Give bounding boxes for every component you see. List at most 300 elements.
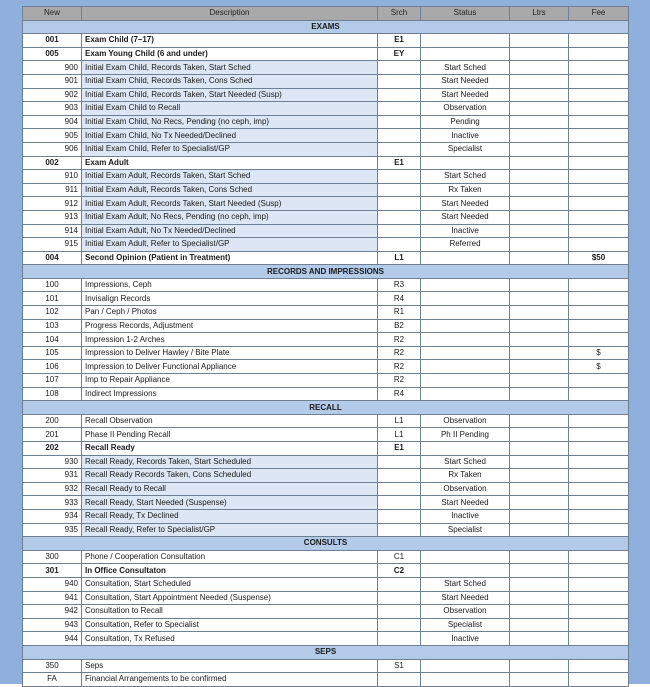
fee-cell [569, 387, 629, 401]
code-cell: 904 [23, 115, 82, 129]
description-cell: In Office Consultaton [82, 564, 378, 578]
table-row[interactable] [23, 319, 629, 333]
status-cell [421, 387, 510, 401]
description-cell: Impression to Deliver Hawley / Bite Plate [82, 346, 378, 360]
fee-cell [569, 306, 629, 320]
fee-cell [569, 102, 629, 116]
code-cell: 201 [23, 428, 82, 442]
ltrs-cell [510, 496, 569, 510]
ltrs-cell [510, 428, 569, 442]
code-cell: 930 [23, 455, 82, 469]
table-row[interactable] [23, 61, 629, 75]
description-cell: Initial Exam Child, Refer to Specialist/GP [82, 142, 378, 156]
fee-cell [569, 591, 629, 605]
code-cell: 941 [23, 591, 82, 605]
section-title: SEPS [23, 645, 629, 659]
status-cell: Specialist [421, 142, 510, 156]
description-cell: Initial Exam Child, Records Taken, Start Needed (Susp) [82, 88, 378, 102]
table-row[interactable] [23, 523, 629, 537]
code-cell: 935 [23, 523, 82, 537]
ltrs-cell [510, 523, 569, 537]
code-cell: 001 [23, 34, 82, 48]
srch-cell: L1 [378, 251, 421, 265]
table-row[interactable] [23, 88, 629, 102]
description-cell: Recall Ready, Tx Declined [82, 509, 378, 523]
description-cell: Phone / Cooperation Consultation [82, 550, 378, 564]
code-cell: 105 [23, 346, 82, 360]
status-cell: Start Needed [421, 197, 510, 211]
description-cell: Seps [82, 659, 378, 673]
status-cell [421, 360, 510, 374]
ltrs-cell [510, 482, 569, 496]
table-row[interactable] [23, 469, 629, 483]
code-cell: 107 [23, 374, 82, 388]
fee-cell [569, 496, 629, 510]
ltrs-cell [510, 183, 569, 197]
srch-cell [378, 142, 421, 156]
code-cell: 108 [23, 387, 82, 401]
description-cell: Recall Ready, Start Needed (Suspense) [82, 496, 378, 510]
ltrs-cell [510, 102, 569, 116]
description-cell: Impression to Deliver Functional Appliance [82, 360, 378, 374]
table-row[interactable] [23, 564, 629, 578]
description-cell: Exam Adult [82, 156, 378, 170]
fee-cell [569, 455, 629, 469]
description-cell: Consultation, Refer to Specialist [82, 618, 378, 632]
description-cell: Invisalign Records [82, 292, 378, 306]
code-cell: 301 [23, 564, 82, 578]
fee-cell [569, 170, 629, 184]
srch-cell [378, 170, 421, 184]
description-cell: Initial Exam Child to Recall [82, 102, 378, 116]
ltrs-cell [510, 673, 569, 687]
srch-cell: S1 [378, 659, 421, 673]
srch-cell [378, 102, 421, 116]
table-row[interactable] [23, 197, 629, 211]
table-row[interactable] [23, 210, 629, 224]
srch-cell: C2 [378, 564, 421, 578]
srch-cell: E1 [378, 442, 421, 456]
ltrs-cell [510, 605, 569, 619]
column-header-status: Status [421, 7, 510, 21]
status-cell: Start Sched [421, 455, 510, 469]
table-row[interactable] [23, 129, 629, 143]
table-row[interactable] [23, 34, 629, 48]
status-cell: Observation [421, 414, 510, 428]
description-cell: Initial Exam Adult, Records Taken, Start Needed (Susp) [82, 197, 378, 211]
srch-cell [378, 74, 421, 88]
table-row[interactable] [23, 251, 629, 265]
code-cell: 004 [23, 251, 82, 265]
table-row[interactable] [23, 632, 629, 646]
code-cell: 002 [23, 156, 82, 170]
srch-cell: R2 [378, 346, 421, 360]
fee-cell [569, 292, 629, 306]
srch-cell [378, 577, 421, 591]
description-cell: Indirect Impressions [82, 387, 378, 401]
table-row[interactable] [23, 591, 629, 605]
fee-cell [569, 61, 629, 75]
code-cell: 910 [23, 170, 82, 184]
section-header-row [23, 401, 629, 415]
table-row[interactable] [23, 278, 629, 292]
table-row[interactable] [23, 333, 629, 347]
fee-cell [569, 414, 629, 428]
description-cell: Exam Child (7–17) [82, 34, 378, 48]
ltrs-cell [510, 278, 569, 292]
fee-cell [569, 509, 629, 523]
ltrs-cell [510, 224, 569, 238]
ltrs-cell [510, 115, 569, 129]
ltrs-cell [510, 319, 569, 333]
fee-cell [569, 129, 629, 143]
code-cell: 942 [23, 605, 82, 619]
ltrs-cell [510, 61, 569, 75]
fee-cell [569, 550, 629, 564]
fee-cell [569, 88, 629, 102]
status-cell [421, 319, 510, 333]
status-cell: Rx Taken [421, 469, 510, 483]
description-cell: Recall Observation [82, 414, 378, 428]
fee-cell [569, 115, 629, 129]
fee-cell [569, 659, 629, 673]
table-row[interactable] [23, 170, 629, 184]
ltrs-cell [510, 197, 569, 211]
description-cell: Recall Ready Records Taken, Cons Scheduled [82, 469, 378, 483]
table-row[interactable] [23, 428, 629, 442]
table-row[interactable] [23, 47, 629, 61]
srch-cell [378, 591, 421, 605]
fee-cell [569, 428, 629, 442]
table-row[interactable] [23, 374, 629, 388]
fee-cell [569, 469, 629, 483]
section-header-row [23, 645, 629, 659]
section-header-row [23, 265, 629, 279]
table-row[interactable] [23, 346, 629, 360]
status-cell: Start Sched [421, 170, 510, 184]
status-cell: Start Sched [421, 577, 510, 591]
ltrs-cell [510, 47, 569, 61]
table-row[interactable] [23, 156, 629, 170]
fee-cell [569, 523, 629, 537]
fee-cell [569, 605, 629, 619]
description-cell: Initial Exam Adult, No Tx Needed/Declined [82, 224, 378, 238]
code-cell: 104 [23, 333, 82, 347]
status-cell [421, 659, 510, 673]
srch-cell [378, 197, 421, 211]
status-cell [421, 333, 510, 347]
status-cell [421, 564, 510, 578]
code-cell: 915 [23, 238, 82, 252]
status-cell [421, 550, 510, 564]
code-cell: 005 [23, 47, 82, 61]
table-row[interactable] [23, 224, 629, 238]
description-cell: Initial Exam Child, No Recs, Pending (no ceph, imp) [82, 115, 378, 129]
section-title: CONSULTS [23, 537, 629, 551]
table-row[interactable] [23, 482, 629, 496]
description-cell: Second Opinion (Patient in Treatment) [82, 251, 378, 265]
table-row[interactable] [23, 509, 629, 523]
code-cell: 100 [23, 278, 82, 292]
srch-cell: R2 [378, 360, 421, 374]
code-cell: 940 [23, 577, 82, 591]
code-cell: 900 [23, 61, 82, 75]
fee-cell: $ [569, 360, 629, 374]
fee-cell [569, 210, 629, 224]
code-cell: 103 [23, 319, 82, 333]
ltrs-cell [510, 74, 569, 88]
ltrs-cell [510, 509, 569, 523]
srch-cell [378, 183, 421, 197]
status-cell [421, 34, 510, 48]
description-cell: Progress Records, Adjustment [82, 319, 378, 333]
srch-cell [378, 129, 421, 143]
ltrs-cell [510, 374, 569, 388]
status-cell: Start Needed [421, 496, 510, 510]
srch-cell: R4 [378, 292, 421, 306]
description-cell: Pan / Ceph / Photos [82, 306, 378, 320]
status-cell [421, 374, 510, 388]
srch-cell: R2 [378, 374, 421, 388]
description-cell: Imp to Repair Appliance [82, 374, 378, 388]
fee-cell [569, 74, 629, 88]
srch-cell: E1 [378, 34, 421, 48]
srch-cell [378, 618, 421, 632]
table-row[interactable] [23, 102, 629, 116]
ltrs-cell [510, 414, 569, 428]
code-cell: 911 [23, 183, 82, 197]
ltrs-cell [510, 210, 569, 224]
description-cell: Consultation, Start Appointment Needed (Suspense) [82, 591, 378, 605]
code-cell: 944 [23, 632, 82, 646]
srch-cell [378, 88, 421, 102]
description-cell: Recall Ready [82, 442, 378, 456]
code-cell: 914 [23, 224, 82, 238]
column-header-new: New [23, 7, 82, 21]
status-cell: Referred [421, 238, 510, 252]
ltrs-cell [510, 156, 569, 170]
ltrs-cell [510, 550, 569, 564]
description-cell: Initial Exam Adult, No Recs, Pending (no ceph, imp) [82, 210, 378, 224]
table-row[interactable] [23, 414, 629, 428]
description-cell: Recall Ready to Recall [82, 482, 378, 496]
description-cell: Phase II Pending Recall [82, 428, 378, 442]
table-row[interactable] [23, 292, 629, 306]
status-cell [421, 306, 510, 320]
table-row[interactable] [23, 673, 629, 687]
description-cell: Initial Exam Adult, Refer to Specialist/GP [82, 238, 378, 252]
ltrs-cell [510, 292, 569, 306]
fee-cell [569, 142, 629, 156]
ltrs-cell [510, 469, 569, 483]
ltrs-cell [510, 442, 569, 456]
srch-cell [378, 632, 421, 646]
code-cell: FA [23, 673, 82, 687]
status-cell: Start Needed [421, 210, 510, 224]
code-cell: 913 [23, 210, 82, 224]
status-cell [421, 251, 510, 265]
srch-cell: EY [378, 47, 421, 61]
table-row[interactable] [23, 115, 629, 129]
ltrs-cell [510, 238, 569, 252]
code-cell: 300 [23, 550, 82, 564]
srch-cell [378, 482, 421, 496]
ltrs-cell [510, 360, 569, 374]
table-row[interactable] [23, 387, 629, 401]
status-cell: Pending [421, 115, 510, 129]
status-cell: Specialist [421, 618, 510, 632]
srch-cell [378, 115, 421, 129]
ltrs-cell [510, 306, 569, 320]
section-title: RECORDS AND IMPRESSIONS [23, 265, 629, 279]
description-cell: Consultation, Tx Refused [82, 632, 378, 646]
fee-cell [569, 577, 629, 591]
description-cell: Initial Exam Adult, Records Taken, Cons Sched [82, 183, 378, 197]
status-cell: Inactive [421, 129, 510, 143]
srch-cell: L1 [378, 428, 421, 442]
code-cell: 933 [23, 496, 82, 510]
description-cell: Initial Exam Child, Records Taken, Cons Sched [82, 74, 378, 88]
status-cell: Inactive [421, 224, 510, 238]
table-row[interactable] [23, 455, 629, 469]
description-cell: Initial Exam Child, Records Taken, Start Sched [82, 61, 378, 75]
srch-cell: E1 [378, 156, 421, 170]
status-cell [421, 278, 510, 292]
code-cell: 901 [23, 74, 82, 88]
srch-cell [378, 61, 421, 75]
srch-cell [378, 455, 421, 469]
description-cell: Initial Exam Adult, Records Taken, Start Sched [82, 170, 378, 184]
status-cell [421, 346, 510, 360]
status-cell [421, 673, 510, 687]
code-cell: 902 [23, 88, 82, 102]
code-cell: 934 [23, 509, 82, 523]
fee-cell [569, 278, 629, 292]
status-cell: Ph II Pending [421, 428, 510, 442]
srch-cell [378, 238, 421, 252]
table-row[interactable] [23, 142, 629, 156]
status-cell: Observation [421, 102, 510, 116]
code-cell: 931 [23, 469, 82, 483]
description-cell: Impression 1-2 Arches [82, 333, 378, 347]
fee-cell [569, 333, 629, 347]
srch-cell: B2 [378, 319, 421, 333]
fee-cell [569, 374, 629, 388]
description-cell: Consultation to Recall [82, 605, 378, 619]
code-cell: 903 [23, 102, 82, 116]
ltrs-cell [510, 251, 569, 265]
ltrs-cell [510, 591, 569, 605]
fee-cell [569, 482, 629, 496]
fee-cell [569, 564, 629, 578]
description-cell: Consultation, Start Scheduled [82, 577, 378, 591]
fee-cell [569, 632, 629, 646]
srch-cell: R1 [378, 306, 421, 320]
table-row[interactable] [23, 577, 629, 591]
srch-cell [378, 605, 421, 619]
code-cell: 102 [23, 306, 82, 320]
fee-cell [569, 224, 629, 238]
fee-cell [569, 673, 629, 687]
ltrs-cell [510, 577, 569, 591]
fee-cell [569, 47, 629, 61]
table-body [23, 20, 629, 686]
column-header-ltrs: Ltrs [510, 7, 569, 21]
description-cell: Recall Ready, Refer to Specialist/GP [82, 523, 378, 537]
status-cell [421, 442, 510, 456]
status-cell: Start Needed [421, 591, 510, 605]
status-cell: Rx Taken [421, 183, 510, 197]
srch-cell [378, 509, 421, 523]
code-cell: 202 [23, 442, 82, 456]
table-row[interactable] [23, 183, 629, 197]
fee-cell [569, 34, 629, 48]
ltrs-cell [510, 387, 569, 401]
section-title: RECALL [23, 401, 629, 415]
table-row[interactable] [23, 442, 629, 456]
srch-cell [378, 469, 421, 483]
table-row[interactable] [23, 496, 629, 510]
description-cell: Recall Ready, Records Taken, Start Scheduled [82, 455, 378, 469]
ltrs-cell [510, 142, 569, 156]
ltrs-cell [510, 455, 569, 469]
status-cell: Observation [421, 482, 510, 496]
table-row[interactable] [23, 360, 629, 374]
ltrs-cell [510, 88, 569, 102]
table-row[interactable] [23, 605, 629, 619]
status-cell: Start Sched [421, 61, 510, 75]
table-row[interactable] [23, 618, 629, 632]
fee-cell [569, 183, 629, 197]
fee-cell: $ [569, 346, 629, 360]
srch-cell [378, 673, 421, 687]
ltrs-cell [510, 333, 569, 347]
description-cell: Impressions, Ceph [82, 278, 378, 292]
status-cell [421, 156, 510, 170]
ltrs-cell [510, 129, 569, 143]
fee-cell [569, 197, 629, 211]
srch-cell [378, 496, 421, 510]
column-header-fee: Fee [569, 7, 629, 21]
fee-cell [569, 238, 629, 252]
fee-cell: $50 [569, 251, 629, 265]
srch-cell [378, 210, 421, 224]
code-cell: 932 [23, 482, 82, 496]
srch-cell [378, 224, 421, 238]
srch-cell: R3 [378, 278, 421, 292]
status-cell: Observation [421, 605, 510, 619]
code-cell: 906 [23, 142, 82, 156]
status-cell: Inactive [421, 509, 510, 523]
section-header-row [23, 20, 629, 34]
table-row[interactable] [23, 238, 629, 252]
table-row[interactable] [23, 550, 629, 564]
ltrs-cell [510, 618, 569, 632]
procedure-code-table [22, 6, 629, 687]
table-row[interactable] [23, 306, 629, 320]
status-cell: Inactive [421, 632, 510, 646]
srch-cell: C1 [378, 550, 421, 564]
status-cell [421, 292, 510, 306]
code-cell: 912 [23, 197, 82, 211]
description-cell: Financial Arrangements to be confirmed [82, 673, 378, 687]
ltrs-cell [510, 346, 569, 360]
table-row[interactable] [23, 659, 629, 673]
code-cell: 200 [23, 414, 82, 428]
description-cell: Initial Exam Child, No Tx Needed/Declined [82, 129, 378, 143]
table-row[interactable] [23, 74, 629, 88]
ltrs-cell [510, 632, 569, 646]
